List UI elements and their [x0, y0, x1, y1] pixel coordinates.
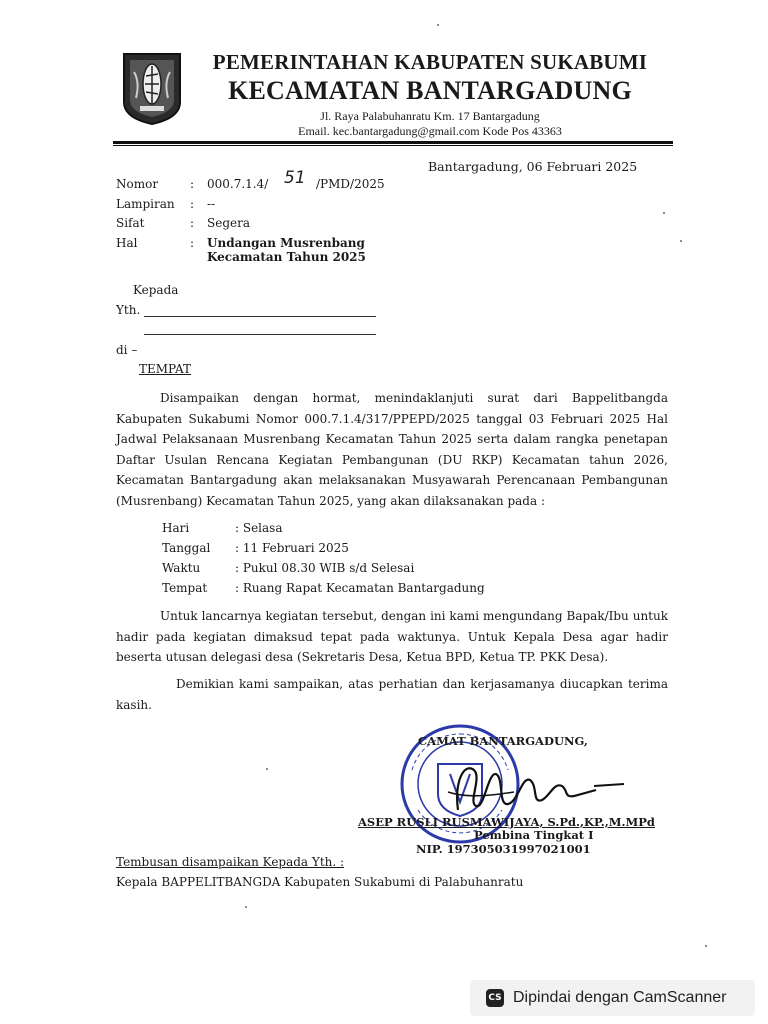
letterhead-rule-thin — [113, 145, 673, 146]
recipient-di: di – — [116, 343, 138, 357]
detail-label: Tanggal — [162, 541, 211, 555]
meta-colon: : — [190, 177, 195, 191]
recipient-tempat: TEMPAT — [139, 362, 192, 376]
meta-label: Hal — [116, 236, 138, 250]
camscanner-watermark — [470, 980, 755, 1016]
handwritten-signature-icon — [418, 752, 628, 822]
scan-speck — [680, 240, 682, 242]
meta-colon: : — [190, 236, 195, 250]
camscanner-logo-icon: CS — [486, 989, 504, 1007]
meta-nomor — [0, 177, 768, 193]
detail-label: Tempat — [162, 581, 208, 595]
detail-label: Hari — [162, 521, 190, 535]
letterhead-rule-thick — [113, 141, 673, 144]
cc-item: Kepala BAPPELITBANGDA Kabupaten Sukabumi di Palabuhanratu — [116, 875, 524, 889]
signature-nip: NIP. 197305031997021001 — [416, 842, 591, 856]
regency-emblem-icon — [122, 52, 182, 126]
recipient-blank-line — [144, 316, 376, 317]
scan-speck — [245, 906, 247, 908]
signature-title: CAMAT BANTARGADUNG, — [418, 734, 588, 748]
letterhead-contact: Email. kec.bantargadung@gmail.com Kode Pos 43363 — [298, 124, 562, 138]
meta-nomor-suffix: /PMD/2025 — [316, 177, 385, 191]
body-paragraph-1: Disampaikan dengan hormat, menindaklanjuti surat dari Bappelitbangda Kabupaten Sukabumi Nomor 000.7.1.4/317/PPEPD/2025 tanggal 03 Februari 2025 Hal Jadwal Pelaksanaan Musrenbang Kecamatan Tahun 2025 serta dalam rangka penetapan Daftar Usulan Rencana Kegiatan Pembangunan (DU RKP) Kecamatan tahun 2026, Kecamatan Bantargadung akan melaksanakan Musyawarah Perencanaan Pembangunan (Musrenbang) Kecamatan Tahun 2025, yang akan dilaksanakan pada : — [116, 391, 668, 508]
watermark-text: Dipindai dengan CamScanner — [513, 989, 727, 1006]
body-paragraph-2: Untuk lancarnya kegiatan tersebut, dengan ini kami mengundang Bapak/Ibu untuk hadir pada kegiatan dimaksud tepat pada waktunya. Untuk Kepala Desa agar hadir beserta utusan delegasi desa (Sekretaris Desa, Ketua BPD, Ketua TP. PKK Desa). — [116, 609, 668, 664]
meta-value: Segera — [207, 216, 250, 230]
scan-speck — [705, 945, 707, 947]
meta-label: Lampiran — [116, 197, 175, 211]
letterhead-line1: PEMERINTAHAN KABUPATEN SUKABUMI — [212, 50, 648, 74]
cc-title: Tembusan disampaikan Kepada Yth. : — [116, 855, 345, 869]
meta-hal — [0, 236, 768, 268]
meta-lampiran — [0, 197, 768, 213]
detail-value: : 11 Februari 2025 — [235, 541, 349, 555]
meta-colon: : — [190, 216, 195, 230]
meta-hal-line1: Undangan Musrenbang — [207, 236, 365, 250]
signature-name: ASEP RUSLI RUSMAWIJAYA, S.Pd.,KP.,M.MPd — [358, 815, 655, 829]
letterhead-line2: KECAMATAN BANTARGADUNG — [228, 76, 632, 105]
scan-speck — [437, 24, 439, 26]
detail-value: : Selasa — [235, 521, 283, 535]
detail-value: : Pukul 08.30 WIB s/d Selesai — [235, 561, 415, 575]
letterhead-address: Jl. Raya Palabuhanratu Km. 17 Bantargadung — [320, 109, 540, 123]
signature-rank: Pembina Tingkat I — [474, 828, 594, 842]
meta-value: -- — [207, 197, 216, 211]
meta-label: Nomor — [116, 177, 159, 191]
meta-label: Sifat — [116, 216, 145, 230]
place-date: Bantargadung, 06 Februari 2025 — [428, 159, 638, 174]
scan-speck — [266, 768, 268, 770]
meta-hal-line2: Kecamatan Tahun 2025 — [207, 250, 366, 264]
recipient-kepada: Kepada — [133, 283, 179, 297]
meta-sifat — [0, 216, 768, 232]
scan-speck — [663, 212, 665, 214]
detail-value: : Ruang Rapat Kecamatan Bantargadung — [235, 581, 485, 595]
handwritten-number: 51 — [284, 168, 306, 188]
meta-nomor-prefix: 000.7.1.4/ — [207, 177, 269, 191]
detail-label: Waktu — [162, 561, 201, 575]
recipient-yth: Yth. — [116, 303, 141, 317]
body-paragraph-3: Demikian kami sampaikan, atas perhatian dan kerjasamanya diucapkan terima kasih. — [116, 677, 668, 712]
meta-colon: : — [190, 197, 195, 211]
recipient-blank-line — [144, 334, 376, 335]
